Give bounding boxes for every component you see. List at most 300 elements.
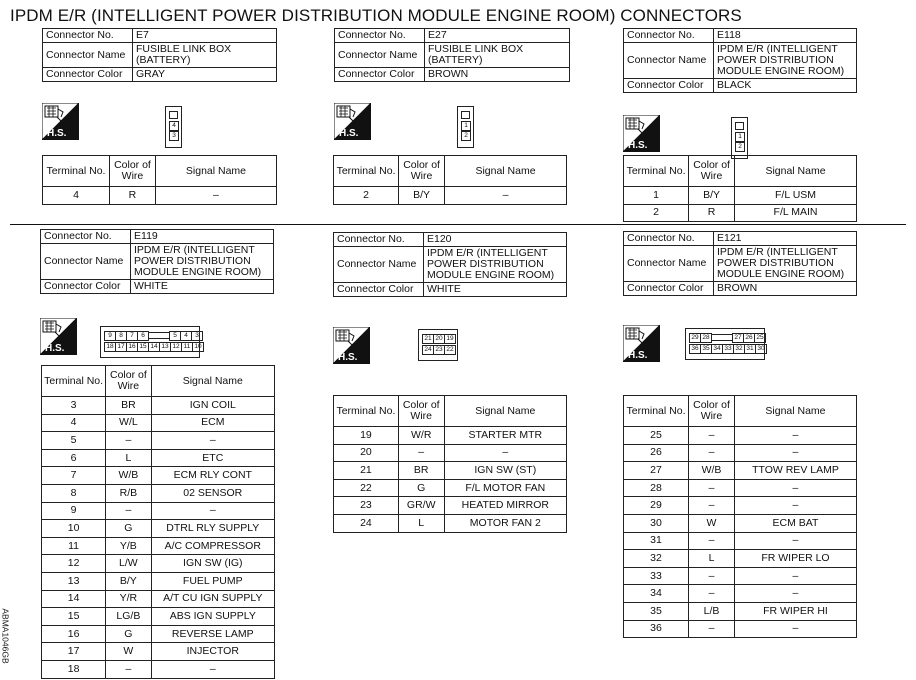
- terminal-table-header: [42, 366, 275, 397]
- connector-info-e7: [42, 28, 277, 82]
- signal-name: –: [734, 444, 856, 462]
- connector-pin: 4: [180, 331, 192, 341]
- connector-pin: 35: [700, 344, 712, 354]
- wire-color: L: [689, 550, 735, 568]
- connector-face-diagram: [100, 326, 200, 358]
- info-row: [624, 246, 857, 282]
- signal-name: INJECTOR: [151, 643, 274, 661]
- connector-pin: 8: [115, 331, 127, 341]
- signal-name: –: [151, 660, 274, 678]
- terminal-number: 16: [42, 625, 106, 643]
- connector-number-value: E7: [133, 29, 277, 43]
- connector-info-e27: [334, 28, 570, 82]
- terminal-row: [334, 427, 567, 445]
- color-of-wire-header: Color of Wire: [399, 156, 445, 187]
- connector-pin-row-bottom: [690, 344, 767, 354]
- wire-color: –: [106, 502, 151, 520]
- wire-color: –: [689, 479, 735, 497]
- connector-pin: 1: [461, 121, 471, 131]
- connector-pin: 9: [104, 331, 116, 341]
- signal-name: –: [444, 444, 566, 462]
- terminal-table-header: [43, 156, 277, 187]
- terminal-number: 19: [334, 427, 399, 445]
- signal-name: ECM BAT: [734, 514, 856, 532]
- info-row: [41, 244, 274, 280]
- info-row: [41, 230, 274, 244]
- wire-color: –: [689, 444, 735, 462]
- connector-color-value: WHITE: [424, 283, 567, 297]
- connector-face-diagram: [418, 329, 458, 361]
- connector-pin: 30: [755, 344, 767, 354]
- connector-latch: [148, 332, 170, 339]
- terminal-number: 24: [334, 514, 399, 532]
- connector-info-e119: [40, 229, 274, 294]
- signal-name: –: [445, 187, 567, 205]
- signal-name: STARTER MTR: [444, 427, 566, 445]
- connector-number-value: E119: [131, 230, 274, 244]
- terminal-number: 32: [624, 550, 689, 568]
- color-of-wire-header: Color of Wire: [106, 366, 151, 397]
- connector-pin: 3: [191, 331, 203, 341]
- page-title: IPDM E/R (INTELLIGENT POWER DISTRIBUTION MODULE ENGINE ROOM) CONNECTORS: [10, 6, 742, 25]
- hs-label: H.S.: [628, 140, 648, 151]
- terminal-row: [624, 462, 857, 480]
- terminal-table-e120: [333, 395, 567, 533]
- terminal-number: 34: [624, 585, 689, 603]
- info-row: [335, 29, 570, 43]
- info-row: [41, 280, 274, 294]
- wire-color: W/L: [106, 414, 151, 432]
- signal-name: –: [734, 497, 856, 515]
- terminal-row: [334, 514, 567, 532]
- info-row: [43, 68, 277, 82]
- wire-color: GR/W: [398, 497, 444, 515]
- signal-name: IGN SW (IG): [151, 555, 274, 573]
- connector-pin: 33: [722, 344, 734, 354]
- terminal-table-header: [624, 156, 857, 187]
- signal-name: ETC: [151, 449, 274, 467]
- hs-label: H.S.: [47, 128, 67, 139]
- connector-name-value: IPDM E/R (INTELLIGENT POWER DISTRIBUTION MODULE ENGINE ROOM): [131, 244, 274, 280]
- terminal-table-e27: [333, 155, 567, 205]
- connector-pin: 21: [422, 334, 434, 344]
- wire-color: LG/B: [106, 608, 151, 626]
- terminal-number: 28: [624, 479, 689, 497]
- terminal-row: [42, 555, 275, 573]
- connector-latch: [169, 111, 178, 119]
- signal-name: 02 SENSOR: [151, 484, 274, 502]
- terminal-row: [42, 643, 275, 661]
- terminal-number: 2: [624, 204, 689, 222]
- info-row: [43, 29, 277, 43]
- terminal-number: 13: [42, 572, 106, 590]
- terminal-row: [624, 567, 857, 585]
- connector-pin: 16: [126, 342, 138, 352]
- connector-name-label: Connector Name: [624, 246, 714, 282]
- terminal-number: 25: [624, 427, 689, 445]
- terminal-number: 35: [624, 602, 689, 620]
- connector-face-diagram: [165, 106, 182, 148]
- signal-name-header: Signal Name: [445, 156, 567, 187]
- terminal-row: [42, 520, 275, 538]
- terminal-row: [624, 532, 857, 550]
- info-row: [334, 247, 567, 283]
- terminal-number: 26: [624, 444, 689, 462]
- terminal-row: [42, 397, 275, 415]
- info-row: [335, 43, 570, 68]
- terminal-row: [42, 432, 275, 450]
- signal-name: HEATED MIRROR: [444, 497, 566, 515]
- terminal-row: [334, 479, 567, 497]
- signal-name: A/C COMPRESSOR: [151, 537, 274, 555]
- signal-name: FR WIPER HI: [734, 602, 856, 620]
- signal-name: FUEL PUMP: [151, 572, 274, 590]
- wire-color: W/B: [106, 467, 151, 485]
- terminal-table-e121: [623, 395, 857, 638]
- terminal-no-header: Terminal No.: [624, 396, 689, 427]
- wire-color: BR: [106, 397, 151, 415]
- connector-face-diagram: [685, 328, 765, 360]
- terminal-table-header: [624, 396, 857, 427]
- signal-name: –: [151, 432, 274, 450]
- terminal-table-header: [334, 396, 567, 427]
- hs-label: H.S.: [338, 352, 358, 363]
- signal-name-header: Signal Name: [734, 396, 856, 427]
- terminal-number: 3: [42, 397, 106, 415]
- terminal-number: 4: [43, 187, 110, 205]
- signal-name-header: Signal Name: [155, 156, 276, 187]
- terminal-number: 5: [42, 432, 106, 450]
- info-row: [43, 43, 277, 68]
- terminal-row: [42, 572, 275, 590]
- terminal-row: [42, 590, 275, 608]
- connector-pin: 25: [754, 333, 766, 343]
- signal-name: REVERSE LAMP: [151, 625, 274, 643]
- wire-color: R: [689, 204, 735, 222]
- terminal-number: 4: [42, 414, 106, 432]
- terminal-number: 14: [42, 590, 106, 608]
- wire-color: L/W: [106, 555, 151, 573]
- connector-name-value: IPDM E/R (INTELLIGENT POWER DISTRIBUTION MODULE ENGINE ROOM): [424, 247, 567, 283]
- terminal-number: 12: [42, 555, 106, 573]
- wire-color: –: [106, 432, 151, 450]
- connector-pin-row-bottom: [423, 345, 456, 355]
- terminal-row: [42, 484, 275, 502]
- wire-color: R: [109, 187, 155, 205]
- terminal-row: [42, 449, 275, 467]
- connector-pin: 2: [735, 142, 745, 152]
- wire-color: W: [106, 643, 151, 661]
- connector-pin: 11: [181, 342, 193, 352]
- connector-pin: 18: [104, 342, 116, 352]
- info-row: [334, 233, 567, 247]
- connector-pin: 5: [169, 331, 181, 341]
- connector-pin-row-bottom: [105, 342, 204, 352]
- connector-color-value: GRAY: [133, 68, 277, 82]
- terminal-no-header: Terminal No.: [334, 156, 399, 187]
- connector-pin: 12: [170, 342, 182, 352]
- terminal-number: 30: [624, 514, 689, 532]
- harness-side-icon: [333, 327, 370, 364]
- terminal-row: [624, 479, 857, 497]
- info-row: [335, 68, 570, 82]
- signal-name: –: [734, 567, 856, 585]
- signal-name: –: [734, 532, 856, 550]
- signal-name: –: [734, 620, 856, 638]
- wire-color: B/Y: [106, 572, 151, 590]
- connector-pin: 1: [735, 132, 745, 142]
- terminal-number: 7: [42, 467, 106, 485]
- wire-color: L: [398, 514, 444, 532]
- wire-color: R/B: [106, 484, 151, 502]
- connector-name-label: Connector Name: [624, 43, 714, 79]
- connector-latch: [711, 334, 733, 341]
- connector-name-label: Connector Name: [334, 247, 424, 283]
- terminal-row: [624, 514, 857, 532]
- connector-pin: 6: [137, 331, 149, 341]
- connector-name-value: IPDM E/R (INTELLIGENT POWER DISTRIBUTION MODULE ENGINE ROOM): [714, 43, 857, 79]
- wire-color: B/Y: [689, 187, 735, 205]
- terminal-number: 23: [334, 497, 399, 515]
- signal-name-header: Signal Name: [444, 396, 566, 427]
- connector-pin: 32: [733, 344, 745, 354]
- terminal-row: [624, 427, 857, 445]
- signal-name-header: Signal Name: [735, 156, 857, 187]
- terminal-number: 11: [42, 537, 106, 555]
- harness-side-icon: [623, 325, 660, 362]
- connector-latch: [735, 122, 744, 130]
- color-of-wire-header: Color of Wire: [689, 396, 735, 427]
- terminal-row: [334, 444, 567, 462]
- harness-side-icon: [623, 115, 660, 152]
- terminal-number: 6: [42, 449, 106, 467]
- connector-pin-row-top: [423, 334, 456, 344]
- connector-pin-row-top: [690, 333, 766, 343]
- connector-pin: 23: [433, 345, 445, 355]
- terminal-table-e119: [41, 365, 275, 679]
- section-divider: [10, 224, 906, 225]
- terminal-row: [43, 187, 277, 205]
- connector-pin: 14: [148, 342, 160, 352]
- signal-name-header: Signal Name: [151, 366, 274, 397]
- terminal-row: [42, 625, 275, 643]
- wire-color: –: [689, 585, 735, 603]
- connector-face-diagram: [457, 106, 474, 148]
- connector-name-value: FUSIBLE LINK BOX (BATTERY): [133, 43, 277, 68]
- terminal-row: [42, 537, 275, 555]
- signal-name: A/T CU IGN SUPPLY: [151, 590, 274, 608]
- connector-pin: 20: [433, 334, 445, 344]
- connector-pin: 29: [689, 333, 701, 343]
- info-row: [624, 79, 857, 93]
- connector-number-label: Connector No.: [624, 232, 714, 246]
- connector-pin: 7: [126, 331, 138, 341]
- hs-label: H.S.: [45, 343, 65, 354]
- terminal-row: [42, 467, 275, 485]
- info-row: [624, 232, 857, 246]
- terminal-table-header: [334, 156, 567, 187]
- signal-name: IGN SW (ST): [444, 462, 566, 480]
- terminal-no-header: Terminal No.: [624, 156, 689, 187]
- terminal-number: 18: [42, 660, 106, 678]
- signal-name: F/L MAIN: [735, 204, 857, 222]
- connector-pin: 24: [422, 345, 434, 355]
- wire-color: G: [106, 625, 151, 643]
- connector-latch: [461, 111, 470, 119]
- connector-number-label: Connector No.: [43, 29, 133, 43]
- connector-number-value: E121: [714, 232, 857, 246]
- terminal-row: [624, 602, 857, 620]
- wire-color: –: [689, 497, 735, 515]
- connector-color-value: BROWN: [425, 68, 570, 82]
- connector-number-label: Connector No.: [335, 29, 425, 43]
- signal-name: –: [734, 479, 856, 497]
- connector-color-value: BLACK: [714, 79, 857, 93]
- terminal-row: [624, 550, 857, 568]
- connector-pin: 15: [137, 342, 149, 352]
- connector-number-label: Connector No.: [624, 29, 714, 43]
- wire-color: B/Y: [399, 187, 445, 205]
- connector-pin: 13: [159, 342, 171, 352]
- connector-pin: 27: [732, 333, 744, 343]
- terminal-row: [334, 462, 567, 480]
- harness-side-icon: [334, 103, 371, 140]
- terminal-number: 33: [624, 567, 689, 585]
- terminal-number: 15: [42, 608, 106, 626]
- terminal-number: 27: [624, 462, 689, 480]
- terminal-no-header: Terminal No.: [42, 366, 106, 397]
- connector-pin: 34: [711, 344, 723, 354]
- terminal-number: 22: [334, 479, 399, 497]
- info-row: [624, 29, 857, 43]
- wire-color: –: [689, 620, 735, 638]
- connector-number-value: E118: [714, 29, 857, 43]
- wire-color: –: [106, 660, 151, 678]
- connector-pin: 28: [700, 333, 712, 343]
- wire-color: Y/R: [106, 590, 151, 608]
- wire-color: Y/B: [106, 537, 151, 555]
- terminal-row: [624, 444, 857, 462]
- document-code: [2, 603, 30, 673]
- terminal-row: [624, 585, 857, 603]
- wire-color: –: [398, 444, 444, 462]
- connector-pin: 36: [689, 344, 701, 354]
- harness-side-icon: [40, 318, 77, 355]
- connector-number-value: E27: [425, 29, 570, 43]
- signal-name: –: [734, 585, 856, 603]
- signal-name: MOTOR FAN 2: [444, 514, 566, 532]
- wire-color: W: [689, 514, 735, 532]
- hs-label: H.S.: [339, 128, 359, 139]
- terminal-table-e7: [42, 155, 277, 205]
- wire-color: G: [398, 479, 444, 497]
- terminal-row: [42, 660, 275, 678]
- terminal-row: [42, 608, 275, 626]
- wire-color: BR: [398, 462, 444, 480]
- terminal-number: 36: [624, 620, 689, 638]
- wire-color: –: [689, 567, 735, 585]
- signal-name: IGN COIL: [151, 397, 274, 415]
- signal-name: –: [151, 502, 274, 520]
- terminal-number: 1: [624, 187, 689, 205]
- hs-label: H.S.: [628, 350, 648, 361]
- terminal-row: [42, 414, 275, 432]
- connector-pin: 22: [444, 345, 456, 355]
- connector-name-label: Connector Name: [41, 244, 131, 280]
- connector-info-e118: [623, 28, 857, 93]
- terminal-number: 9: [42, 502, 106, 520]
- connector-color-label: Connector Color: [41, 280, 131, 294]
- connector-color-label: Connector Color: [335, 68, 425, 82]
- signal-name: TTOW REV LAMP: [734, 462, 856, 480]
- signal-name: F/L MOTOR FAN: [444, 479, 566, 497]
- connector-name-value: FUSIBLE LINK BOX (BATTERY): [425, 43, 570, 68]
- connector-name-label: Connector Name: [335, 43, 425, 68]
- connector-color-label: Connector Color: [624, 282, 714, 296]
- wire-color: W/R: [398, 427, 444, 445]
- terminal-row: [624, 497, 857, 515]
- color-of-wire-header: Color of Wire: [109, 156, 155, 187]
- connector-number-value: E120: [424, 233, 567, 247]
- connector-number-label: Connector No.: [334, 233, 424, 247]
- connector-name-label: Connector Name: [43, 43, 133, 68]
- terminal-number: 31: [624, 532, 689, 550]
- wire-color: W/B: [689, 462, 735, 480]
- wire-color: –: [689, 427, 735, 445]
- connector-pin-row-top: [105, 331, 203, 341]
- connector-pin: 4: [169, 121, 179, 131]
- terminal-number: 17: [42, 643, 106, 661]
- terminal-row: [624, 187, 857, 205]
- terminal-row: [624, 620, 857, 638]
- wire-color: G: [106, 520, 151, 538]
- connector-pin: 2: [461, 131, 471, 141]
- signal-name: –: [734, 427, 856, 445]
- wire-color: –: [689, 532, 735, 550]
- wire-color: L: [106, 449, 151, 467]
- terminal-number: 20: [334, 444, 399, 462]
- connector-pin: 17: [115, 342, 127, 352]
- terminal-no-header: Terminal No.: [43, 156, 110, 187]
- info-row: [624, 43, 857, 79]
- signal-name: ABS IGN SUPPLY: [151, 608, 274, 626]
- connector-pin: 19: [444, 334, 456, 344]
- color-of-wire-header: Color of Wire: [398, 396, 444, 427]
- connector-color-value: BROWN: [714, 282, 857, 296]
- terminal-number: 2: [334, 187, 399, 205]
- connector-number-label: Connector No.: [41, 230, 131, 244]
- connector-pin: 3: [169, 131, 179, 141]
- connector-color-label: Connector Color: [624, 79, 714, 93]
- color-of-wire-header: Color of Wire: [689, 156, 735, 187]
- terminal-no-header: Terminal No.: [334, 396, 399, 427]
- connector-pin: 26: [743, 333, 755, 343]
- terminal-number: 8: [42, 484, 106, 502]
- harness-side-icon: [42, 103, 79, 140]
- signal-name: ECM RLY CONT: [151, 467, 274, 485]
- signal-name: ECM: [151, 414, 274, 432]
- connector-color-label: Connector Color: [43, 68, 133, 82]
- terminal-number: 10: [42, 520, 106, 538]
- terminal-row: [334, 187, 567, 205]
- connector-info-e121: [623, 231, 857, 296]
- signal-name: FR WIPER LO: [734, 550, 856, 568]
- connector-face-diagram: [731, 117, 748, 159]
- signal-name: DTRL RLY SUPPLY: [151, 520, 274, 538]
- connector-pin: 10: [192, 342, 204, 352]
- wire-color: L/B: [689, 602, 735, 620]
- terminal-table-e118: [623, 155, 857, 222]
